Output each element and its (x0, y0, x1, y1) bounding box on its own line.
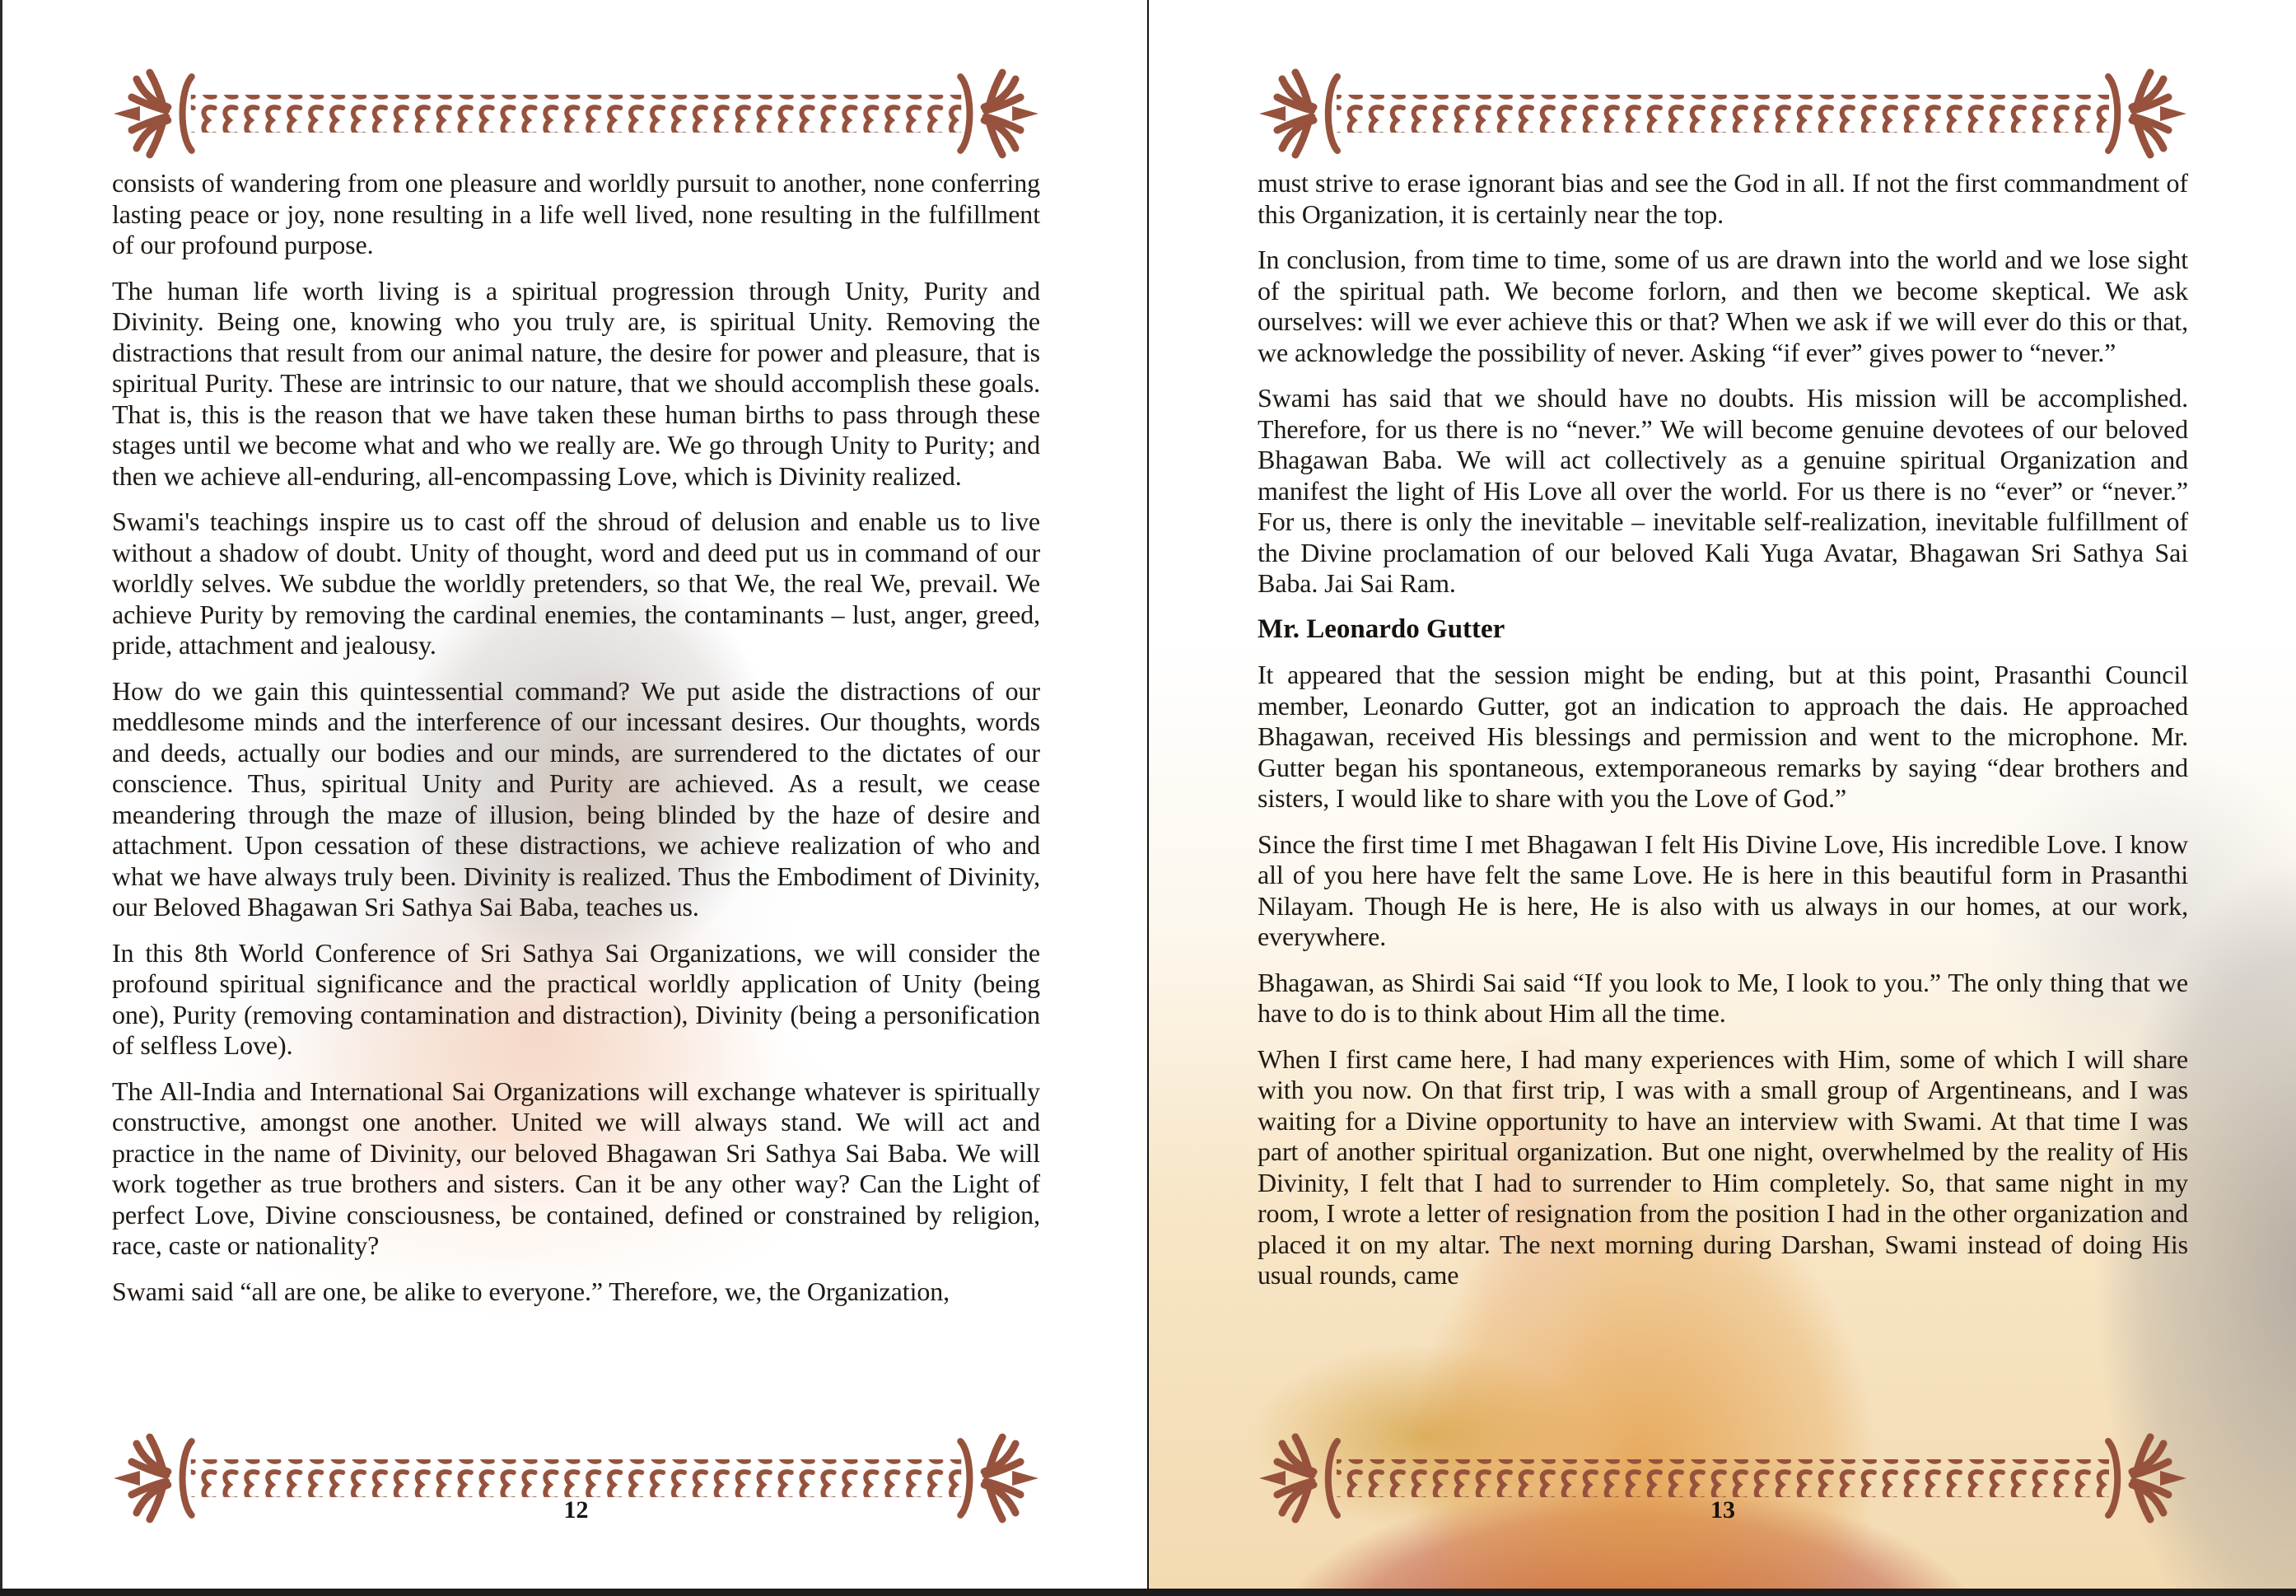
page-text-column (112, 168, 1040, 1307)
flourish-icon (1259, 72, 1337, 155)
paragraph: consists of wandering from one pleasure and worldly pursuit to another, none conferring lasting peace or joy, none resulting in a life well lived, none resulting in the fulfillment of our profound purpose. (112, 168, 1040, 259)
scan-bottom-edge (0, 1589, 2296, 1596)
page-gutter-line (1147, 0, 1149, 1596)
paragraph: must strive to erase ignorant bias and see the God in all. If not the first commandment of this Organization, it is certainly near the top. (1258, 168, 2188, 229)
paragraph: The All-India and International Sai Organizations will exchange whatever is spiritually constructive, amongst one another. United we will always stand. We will act and practice in the name of Divinity, our beloved Bhagawan Sri Sathya Sai Baba. We will work together as true brothers and sisters. Can it be any other way? Can the Light of perfect Love, Divine consciousness, be contained, defined or constrained by religion, race, caste or nationality? (112, 1076, 1040, 1260)
page-number: 13 (1710, 1496, 1735, 1524)
paragraph: Since the first time I met Bhagawan I felt His Divine Love, His incredible Love. I know all of you here have felt the same Love. He is here in this beautiful form in Prasanthi Nilayam. Though He is here, He is also with us always in our homes, at our work, everywhere. (1258, 828, 2188, 951)
page-right (1148, 0, 2296, 1596)
rope-band (1337, 95, 2109, 133)
page-number: 12 (563, 1496, 589, 1524)
paragraph: In conclusion, from time to time, some of us are drawn into the world and we lose sight of the spiritual path. We become forlorn, and then we become skeptical. We ask ourselves: will we ever achieve this or that? When we ask if we will ever do this or that, we acknowledge the possibility of never. Asking “if ever” gives power to “never.” (1258, 245, 2188, 367)
flourish-icon (114, 72, 192, 155)
page-footer (112, 1429, 1040, 1569)
rope-band (191, 95, 962, 133)
flourish-icon (2108, 72, 2186, 155)
paragraph: Swami said “all are one, be alike to everyone.” Therefore, we, the Organization, (112, 1276, 950, 1306)
paragraph: Bhagawan, as Shirdi Sai said “If you look to Me, I look to you.” The only thing that we have to do is to think about Him all the time. (1258, 967, 2188, 1028)
rope-border-top (112, 64, 1040, 163)
paragraph: In this 8th World Conference of Sri Sathya Sai Organizations, we will consider the profound spiritual significance and the practical worldly application of Unity (being one), Purity (removing contamination and distraction), Divinity (being a personification of selfless Love). (112, 937, 1040, 1060)
rope-border-top (1258, 64, 2188, 163)
rope-band (1337, 1459, 2109, 1497)
paragraph: Swami's teachings inspire us to cast off the shroud of delusion and enable us to live without a shadow of doubt. Unity of thought, word and deed put us in command of our worldly selves. We subdue the worldly pretenders, so that We, the real We, prevail. We achieve Purity by removing the cardinal enemies, the contaminants – lust, anger, greed, pride, attachment and jealousy. (112, 506, 1040, 660)
paragraph: When I first came here, I had many experiences with Him, some of which I will share with you now. On that first trip, I was with a small group of Argentineans, and I was waiting for a Divine opportunity to have an interview with Swami. At that time I was part of another spiritual organization. But one night, overwhelmed by the reality of His Divinity, I felt that I had to surrender to Him completely. So, that same night in my room, I wrote a letter of resignation from the position I had in the other organization and placed it on my altar. The next morning during Darshan, Swami instead of doing His usual rounds, came (1258, 1043, 2188, 1290)
rope-band (191, 1459, 962, 1497)
speaker-heading: Mr. Leonardo Gutter (1258, 614, 1505, 644)
page-text-column (1258, 168, 2188, 1291)
paragraph: It appeared that the session might be ending, but at this point, Prasanthi Council member, Leonardo Gutter, got an indication to approach the dais. He approached Bhagawan, received His blessings and permission and went to the microphone. Mr. Gutter began his spontaneous, extemporaneous remarks by saying “dear brothers and sisters, I would like to share with you the Love of God.” (1258, 660, 2188, 813)
paragraph: Swami has said that we should have no doubts. His mission will be accomplished. Therefore, for us there is no “never.” We will become genuine devotees of our beloved Bhagawan Baba. We will act collectively as a genuine spiritual Organization and manifest the light of His Love all over the world. For us there is no “ever” or “never.” For us, there is only the inevitable – inevitable self-realization, inevitable fulfillment of the Divine proclamation of our beloved Kali Yuga Avatar, Bhagawan Sri Sathya Sai Baba. Jai Sai Ram. (1258, 383, 2188, 598)
page-footer (1258, 1429, 2188, 1569)
paragraph: How do we gain this quintessential command? We put aside the distractions of our meddlesome minds and the interference of our incessant desires. Our thoughts, words and deeds, actually our bodies and our minds, are surrendered to the dictates of our conscience. Thus, spiritual Unity and Purity are achieved. As a result, we cease meandering through the maze of illusion, being blinded by the haze of desire and attachment. Upon cessation of these distractions, we achieve realization of who and what we have always truly been. Divinity is realized. Thus the Embodiment of Divinity, our Beloved Bhagawan Sri Sathya Sai Baba, teaches us. (112, 675, 1040, 922)
paragraph: The human life worth living is a spiritual progression through Unity, Purity and Divinity. Being one, knowing who you truly are, is spiritual Unity. Removing the distractions that result from our animal nature, the desire for power and pleasure, that is spiritual Purity. These are intrinsic to our nature, that we should accomplish these goals. That is, this is the reason that we have taken these human births to pass through these stages until we become what and who we really are. We go through Unity to Purity; and then we achieve all-enduring, all-encompassing Love, which is Divinity realized. (112, 275, 1040, 491)
flourish-icon (960, 72, 1038, 155)
